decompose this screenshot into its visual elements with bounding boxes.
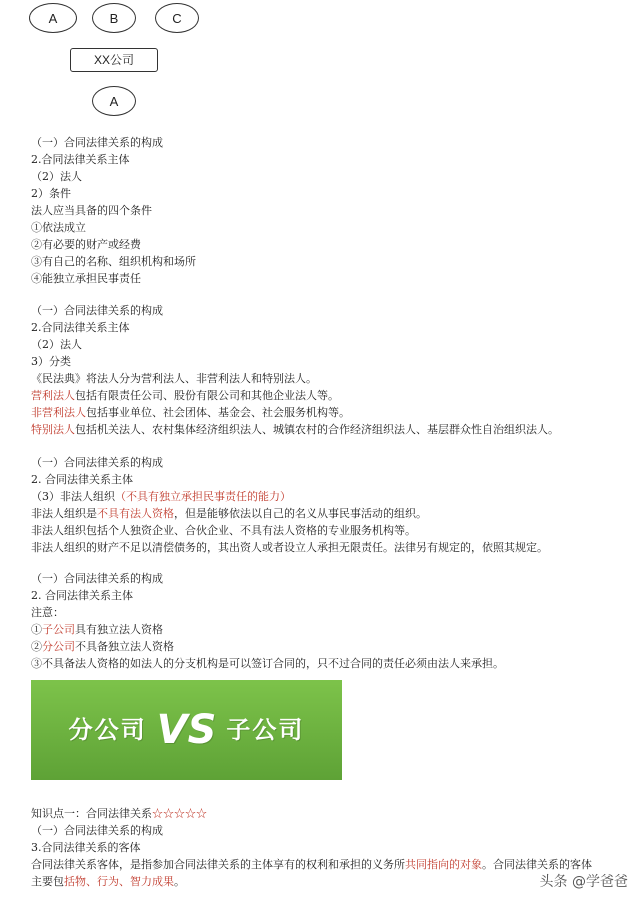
text: ② — [31, 640, 42, 653]
section-heading: （一）合同法律关系的构成 — [31, 304, 163, 317]
knowledge-point-title — [31, 805, 621, 822]
list-item: ②有必要的财产或经费 — [31, 238, 141, 251]
banner-right: 子公司 — [226, 715, 305, 744]
subheading: 3.合同法律关系的客体 — [31, 841, 141, 854]
paragraph — [31, 873, 621, 890]
ellipse-b: B — [92, 3, 136, 33]
text: 主要包 — [31, 875, 64, 888]
banner-left: 分公司 — [68, 715, 147, 744]
list-item — [31, 638, 621, 655]
ellipse-c: C — [155, 3, 199, 33]
section-heading: （一）合同法律关系的构成 — [31, 572, 163, 585]
list-item: ④能独立承担民事责任 — [31, 272, 141, 285]
text: ，但是能够依法以自己的名义从事民事活动的组织。 — [174, 507, 427, 520]
text: ① — [31, 623, 42, 636]
text: 。合同法律关系的客体 — [482, 858, 592, 871]
text: 。 — [174, 875, 185, 888]
subheading: 2.合同法律关系主体 — [31, 321, 130, 334]
list-item: ③不具备法人资格的如法人的分支机构是可以签订合同的，只不过合同的责任必须由法人来承担。 — [31, 657, 504, 670]
text: （3）非法人组织 — [31, 490, 115, 503]
section-heading: （一）合同法律关系的构成 — [31, 456, 163, 469]
subheading — [31, 488, 621, 505]
text: 包括机关法人、农村集体经济组织法人、城镇农村的合作经济组织法人、基层群众性自治组织法人。 — [75, 423, 559, 436]
subheading: 2. 合同法律关系主体 — [31, 589, 133, 602]
ellipse-a: A — [29, 3, 77, 33]
branch-vs-subsidiary-banner — [31, 680, 342, 780]
highlight-text: 营利法人 — [31, 389, 75, 402]
highlight-text: 子公司 — [42, 623, 75, 636]
text: 知识点一：合同法律关系 — [31, 807, 152, 820]
list-item — [31, 621, 621, 638]
ellipse-a-bottom: A — [92, 86, 136, 116]
highlight-text: 特别法人 — [31, 423, 75, 436]
subheading: 2.合同法律关系主体 — [31, 153, 130, 166]
section-non-legal-person — [31, 454, 621, 556]
paragraph — [31, 387, 621, 404]
subheading: （2）法人 — [31, 338, 82, 351]
list-item: ①依法成立 — [31, 221, 86, 234]
section-heading: （一）合同法律关系的构成 — [31, 824, 163, 837]
section-heading: （一）合同法律关系的构成 — [31, 136, 163, 149]
text: 合同法律关系客体，是指参加合同法律关系的主体享有的权利和承担的义务所 — [31, 858, 405, 871]
highlight-text: 分公司 — [42, 640, 75, 653]
section-contract-object — [31, 805, 621, 890]
highlight-text: 不具有法人资格 — [97, 507, 174, 520]
subheading: 2. 合同法律关系主体 — [31, 473, 133, 486]
paragraph: 非法人组织的财产不足以清偿债务的，其出资人或者设立人承担无限责任。法律另有规定的，依照其规定。 — [31, 541, 548, 554]
note-label: 注意： — [31, 606, 64, 619]
text: 非法人组织是 — [31, 507, 97, 520]
text: 具有独立法人资格 — [75, 623, 163, 636]
paragraph: 法人应当具备的四个条件 — [31, 204, 152, 217]
paragraph — [31, 421, 621, 438]
subheading: 2）条件 — [31, 187, 71, 200]
watermark: 头条 @学爸爸 — [539, 874, 628, 890]
section-legal-person-classification — [31, 302, 621, 438]
company-box: XX公司 — [70, 48, 158, 72]
section-legal-person-conditions — [31, 134, 621, 287]
paragraph: 非法人组织包括个人独资企业、合伙企业、不具有法人资格的专业服务机构等。 — [31, 524, 416, 537]
paragraph — [31, 856, 621, 873]
highlight-text: 共同指向的对象 — [405, 858, 482, 871]
text: 包括有限责任公司、股份有限公司和其他企业法人等。 — [75, 389, 339, 402]
text: 包括事业单位、社会团体、基金会、社会服务机构等。 — [86, 406, 350, 419]
highlight-text: 括物、行为、智力成果 — [64, 875, 174, 888]
rating-stars: ☆☆☆☆☆ — [152, 807, 207, 820]
subheading: 3）分类 — [31, 355, 71, 368]
text: 不具备独立法人资格 — [75, 640, 174, 653]
paragraph — [31, 505, 621, 522]
vs-mark: VS — [156, 706, 217, 753]
subheading: （2）法人 — [31, 170, 82, 183]
paragraph: 《民法典》将法人分为营利法人、非营利法人和特别法人。 — [31, 372, 317, 385]
highlight-text: （不具有独立承担民事责任的能力） — [115, 490, 291, 503]
banner-text — [68, 706, 305, 753]
section-branch-vs-subsidiary — [31, 570, 621, 672]
list-item: ③有自己的名称、组织机构和场所 — [31, 255, 196, 268]
highlight-text: 非营利法人 — [31, 406, 86, 419]
paragraph — [31, 404, 621, 421]
